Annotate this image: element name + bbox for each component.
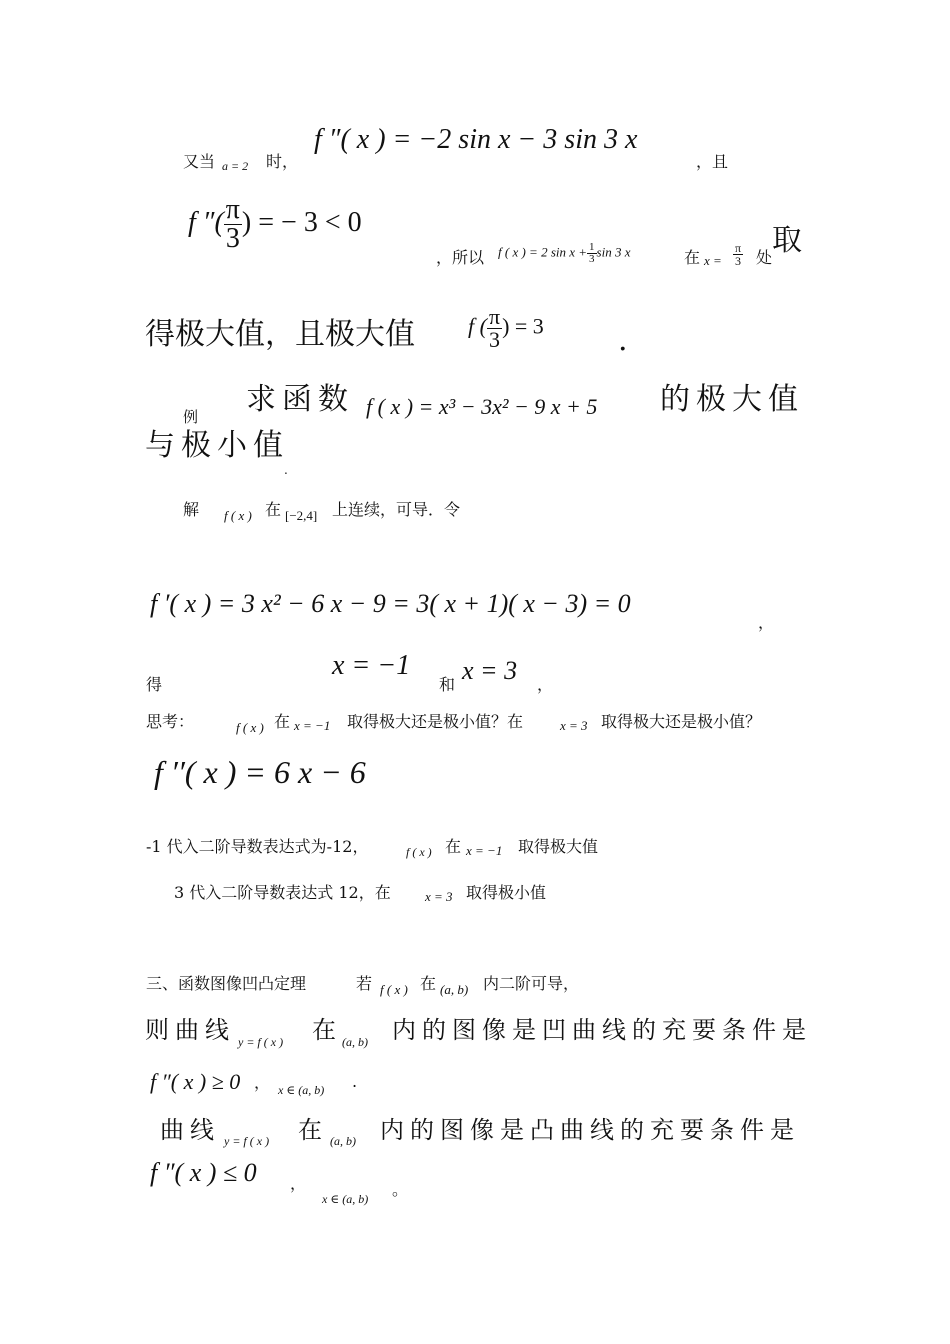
fraction-pi-over-3: $\frac{\pi}{3}$ [225, 194, 240, 254]
text-suoyi: ，所以 [436, 248, 485, 267]
derivative-comma: ， [758, 613, 775, 632]
period: . [618, 323, 628, 358]
convex-y-fx: y = f ( x ) [224, 1134, 270, 1148]
roots-he: 和 [439, 675, 456, 694]
text-shi: 时， [266, 152, 299, 171]
concave-zai: 在 [312, 1016, 342, 1044]
solution-interval: [−2,4] [285, 508, 318, 523]
example-text-maximum: 的极大值 [660, 382, 804, 417]
sub1-fx: f ( x ) [406, 845, 432, 859]
convex-zai: 在 [298, 1116, 328, 1144]
example-formula: f ( x ) = x³ − 3x² − 9 x + 5 [366, 394, 598, 419]
think-text-question2: 取得极大还是极小值？ [601, 712, 762, 731]
theorem-title: 三、函数图像凹凸定理 [146, 974, 307, 993]
theorem-fx: f ( x ) [380, 982, 408, 997]
solution-text-zai: 在 [265, 500, 282, 519]
sub1-text: -1 代入二阶导数表达式为-12， [146, 837, 369, 856]
text-chu: 处 [756, 248, 773, 267]
formula-first-derivative: f ′( x ) = 3 x² − 6 x − 9 = 3( x + 1)( x − 3) = 0 [150, 589, 631, 618]
concave-text-curve: 则曲线 [145, 1016, 235, 1044]
root-x-3: x = 3 [462, 656, 518, 685]
sub2-x: x = 3 [425, 889, 453, 904]
convex-text-condition: 内的图像是凸曲线的充要条件是 [380, 1116, 800, 1144]
theorem-ruo: 若 [356, 974, 373, 993]
fraction-pi-over-3-small: $\frac{\pi}{3}$ [735, 241, 742, 268]
think-x-3: x = 3 [560, 718, 588, 733]
sub2-text-minimum: 取得极小值 [466, 883, 547, 902]
concave-condition: f ″( x ) ≥ 0 [150, 1069, 241, 1094]
concave-range: x ∈ (a, b) [278, 1083, 325, 1097]
sub1-text-zai: 在 [445, 837, 462, 856]
solution-fx: f ( x ) [224, 508, 252, 523]
think-text-question1: 取得极大还是极小值？在 [347, 712, 524, 731]
example-dot: . [284, 463, 288, 477]
text-youdang: 又当 [183, 152, 216, 171]
fraction-1-over-3: $\frac{1}{3}$ [589, 241, 595, 265]
think-x-minus-1: x = −1 [294, 718, 331, 733]
theorem-zai: 在 [420, 974, 437, 993]
convex-range: x ∈ (a, b) [322, 1192, 369, 1206]
convex-condition: f ″( x ) ≤ 0 [150, 1158, 257, 1187]
roots-de: 得 [146, 675, 163, 694]
text-qie: ，且 [696, 152, 729, 171]
sub1-text-maximum: 取得极大值 [518, 837, 599, 856]
formula-second-derivative-at-pi-over-3: f ″( $\frac{\pi}{3}$ ) = − 3 < 0 [188, 194, 362, 254]
condition-a-eq-2: a = 2 [222, 159, 249, 173]
example-text-minimum: 与极小值 [145, 428, 289, 463]
solution-text-continuous: 上连续，可导．令 [332, 500, 461, 519]
concave-dot: . [352, 1072, 358, 1091]
example-text-qiu-hanshu: 求函数 [246, 382, 354, 417]
sub1-x: x = −1 [466, 843, 503, 858]
example-label: 例 [183, 408, 199, 426]
root-x-minus-1: x = −1 [332, 650, 411, 681]
concave-comma: ， [254, 1073, 271, 1092]
formula-second-derivative: f ′′( x ) = 6 x − 6 [154, 754, 366, 790]
think-fx: f ( x ) [236, 720, 264, 735]
convex-end: 。 [392, 1180, 409, 1199]
convex-comma: ， [290, 1174, 307, 1193]
text-zai: 在 [684, 248, 701, 267]
x-equals: x = [704, 253, 722, 268]
sub2-text: 3 代入二阶导数表达式 12，在 [174, 883, 391, 902]
theorem-interval: (a, b) [440, 982, 469, 997]
concave-y-fx: y = f ( x ) [238, 1035, 284, 1049]
convex-interval: (a, b) [330, 1134, 356, 1148]
formula-second-derivative-a2: f ″( x ) = −2 sin x − 3 sin 3 x [314, 124, 638, 155]
think-text-zai: 在 [274, 712, 291, 731]
text-qu: 取 [772, 223, 802, 258]
text-get-maximum: 得极大值，且极大值 [145, 317, 415, 352]
fraction-pi-over-3-max: $\frac{\pi}{3}$ [488, 304, 501, 352]
solution-label: 解 [183, 500, 200, 519]
think-label: 思考： [146, 712, 195, 731]
concave-text-condition: 内的图像是凹曲线的充要条件是 [392, 1016, 812, 1044]
formula-f-x-definition: f ( x ) = 2 sin x + $\frac{1}{3}$ sin 3 x [498, 241, 631, 265]
formula-maximum-value: f ( $\frac{\pi}{3}$ ) = 3 [468, 304, 544, 352]
theorem-text: 内二阶可导， [483, 974, 580, 993]
roots-comma: ， [537, 675, 554, 694]
convex-text-curve: 曲线 [160, 1116, 220, 1144]
concave-interval: (a, b) [342, 1035, 368, 1049]
